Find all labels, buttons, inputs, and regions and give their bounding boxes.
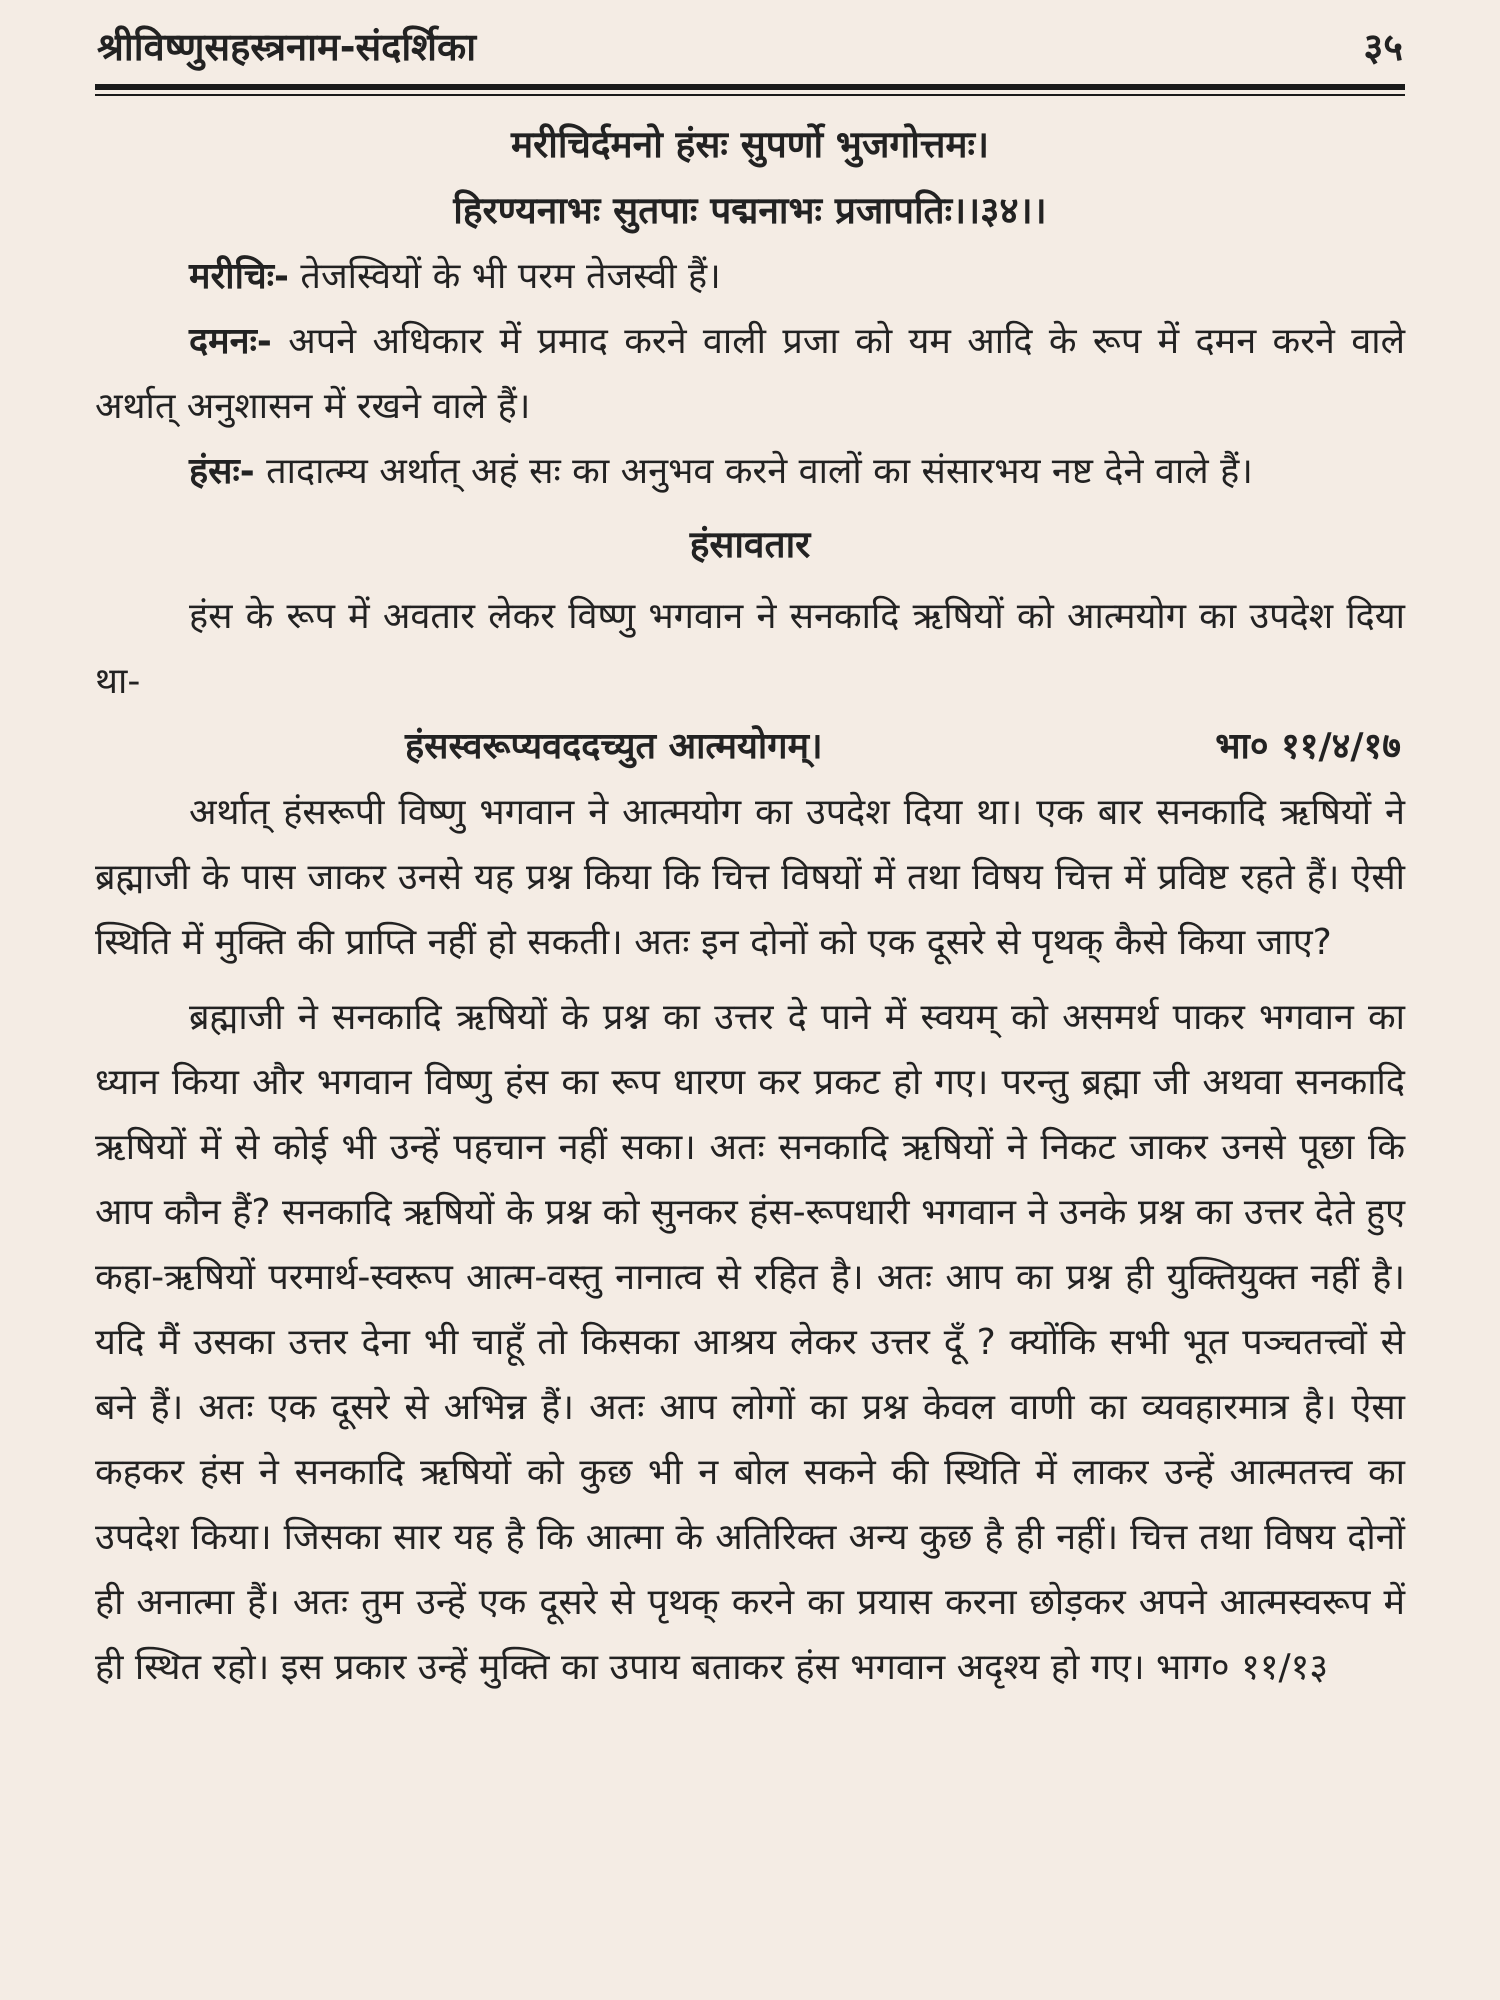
entry-hamsa	[95, 439, 1405, 504]
entry-term: हंसः-	[189, 451, 255, 492]
entry-text: अपने अधिकार में प्रमाद करने वाली प्रजा को यम आदि के रूप में दमन करने वाले अर्थात् अनुशासन में रखने वाले हैं।	[95, 321, 1405, 427]
header-rule	[95, 84, 1405, 90]
section-heading: हंसावतार	[689, 523, 811, 566]
page-header	[95, 22, 1405, 72]
scripture-quote	[95, 714, 1405, 780]
entry-daman	[95, 309, 1405, 439]
intro-paragraph: हंस के रूप में अवतार लेकर विष्णु भगवान ने सनकादि ऋषियों को आत्मयोग का उपदेश दिया था-	[95, 596, 1405, 702]
verse-line-2: हिरण्यनाभः सुतपाः पद्मनाभः प्रजापतिः।।३४।।	[453, 189, 1047, 232]
quote-text: हंसस्वरूप्यवददच्युत आत्मयोगम्।	[405, 726, 823, 767]
body-paragraph-2: ब्रह्माजी ने सनकादि ऋषियों के प्रश्न का उत्तर दे पाने में स्वयम् को असमर्थ पाकर भगवान का ध्यान किया और भगवान विष्णु हंस का रूप धारण कर प्रकट हो गए। परन्तु ब्रह्मा जी अथवा सनकादि ऋषियों में से कोई भी उन्हें पहचान नहीं सका। अतः सनकादि ऋषियों ने निकट जाकर उनसे पूछा कि आप कौन हैं? सनकादि ऋषियों के प्रश्न को सुनकर हंस-रूपधारी भगवान ने उनके प्रश्न का उत्तर देते हुए कहा-ऋषियों परमार्थ-स्वरूप आत्म-वस्तु नानात्व से रहित है। अतः आप का प्रश्न ही युक्तियुक्त नहीं है। यदि मैं उसका उत्तर देना भी चाहूँ तो किसका आश्रय लेकर उत्तर दूँ ? क्योंकि सभी भूत पञ्चतत्त्वों से बने हैं। अतः एक दूसरे से अभिन्न हैं। अतः आप लोगों का प्रश्न केवल वाणी का व्यवहारमात्र है। ऐसा कहकर हंस ने सनकादि ऋषियों को कुछ भी न बोल सकने की स्थिति में लाकर उन्हें आत्मतत्त्व का उपदेश किया। जिसका सार यह है कि आत्मा के अतिरिक्त अन्य कुछ है ही नहीं। चित्त तथा विषय दोनों ही अनात्मा हैं। अतः तुम उन्हें एक दूसरे से पृथक् करने का प्रयास करना छोड़कर अपने आत्मस्वरूप में ही स्थित रहो। इस प्रकार उन्हें मुक्ति का उपाय बताकर हंस भगवान अदृश्य हो गए। भाग० ११/१३	[95, 997, 1405, 1688]
page-number: ३५	[1363, 25, 1403, 69]
header-rule-thin	[95, 94, 1405, 96]
entry-text: तादात्म्य अर्थात् अहं सः का अनुभव करने वालों का संसारभय नष्ट देने वाले हैं।	[254, 451, 1253, 492]
running-title: श्रीविष्णुसहस्त्रनाम-संदर्शिका	[97, 25, 477, 69]
verse-line-1: मरीचिर्दमनो हंसः सुपर्णो भुजगोत्तमः।	[510, 123, 990, 166]
entry-text: तेजस्वियों के भी परम तेजस्वी हैं।	[288, 256, 721, 297]
verse-block	[95, 112, 1405, 244]
entry-term: दमनः-	[189, 321, 272, 362]
entry-term: मरीचिः-	[189, 256, 289, 297]
body-paragraph-1: अर्थात् हंसरूपी विष्णु भगवान ने आत्मयोग का उपदेश दिया था। एक बार सनकादि ऋषियों ने ब्रह्माजी के पास जाकर उनसे यह प्रश्न किया कि चित्त विषयों में तथा विषय चित्त में प्रविष्ट रहते हैं। ऐसी स्थिति में मुक्ति की प्राप्ति नहीं हो सकती। अतः इन दोनों को एक दूसरे से पृथक् कैसे किया जाए?	[95, 792, 1405, 963]
quote-reference: भा० ११/४/१७	[1215, 726, 1401, 767]
entry-marichi	[95, 244, 1405, 309]
